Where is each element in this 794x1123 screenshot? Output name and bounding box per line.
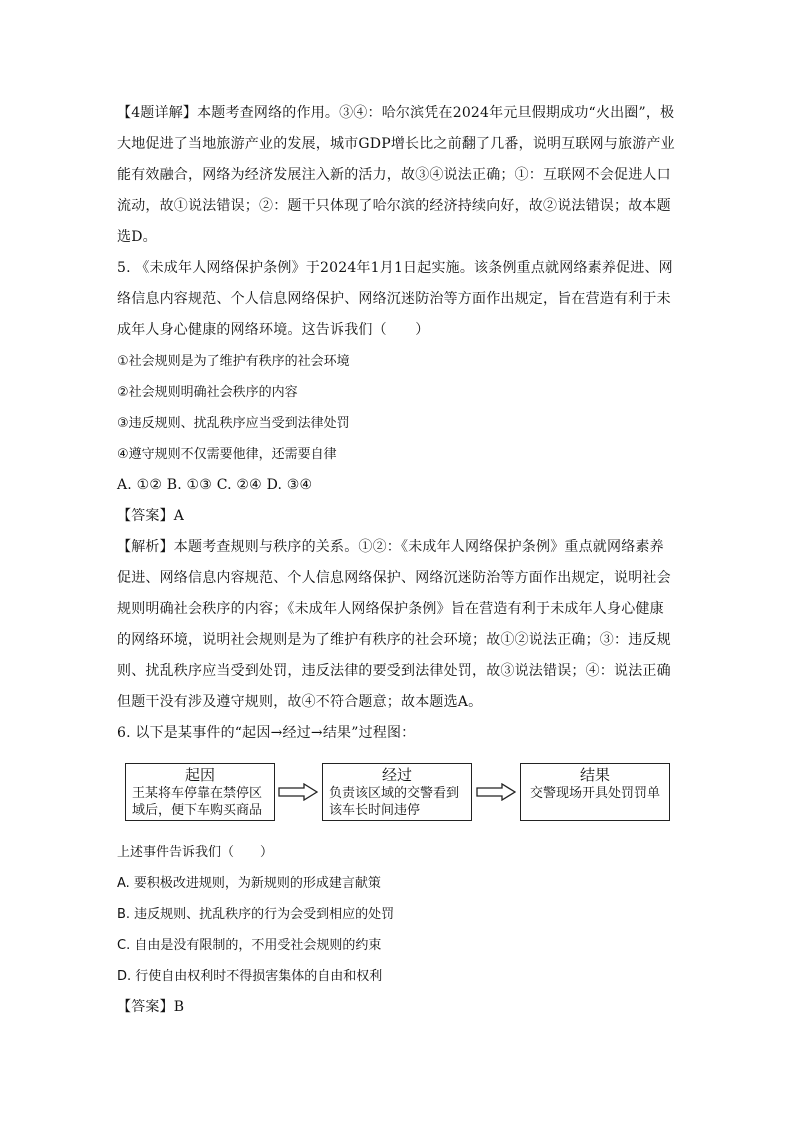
process-title: 经过 <box>381 766 412 784</box>
page-content <box>117 98 677 1023</box>
q5-statement-3: ③违反规则、扰乱秩序应当受到法律处罚 <box>117 416 350 431</box>
q6-option-c: C. 自由是没有限制的，不用受社会规则的约束 <box>117 938 382 953</box>
q6-option-b: B. 违反规则、扰乱秩序的行为会受到相应的处罚 <box>117 907 395 922</box>
process-text: 负责该区域的交警看到该车长时间违停 <box>329 786 460 818</box>
q5-analysis: 【解析】本题考查规则与秩序的关系。①②：《未成年人网络保护条例》重点就网络素养促进、网络信息内容规范、个人信息网络保护、网络沉迷防治等方面作出规定，说明社会规则明确社会秩序的内容；《未成年人网络保护条例》旨在营造有利于未成年人身心健康的网络环境，说明社会规则是为了维护有秩序的社会环境；故①②说法正确；③：违反规则、扰乱秩序应当受到处罚，违反法律的要受到法律处罚，故③说法错误；④：说法正确但题干没有涉及遵守规则，故④不符合题意；故本题选A。 <box>117 539 671 710</box>
arrow-right-icon <box>476 783 516 801</box>
result-title: 结果 <box>579 766 610 784</box>
cause-box <box>125 763 275 821</box>
cause-title: 起因 <box>184 766 215 784</box>
result-text: 交警现场开具处罚罚单 <box>529 786 660 801</box>
q5-options: A. ①② B. ①③ C. ②④ D. ③④ <box>117 477 313 493</box>
q5-statement-2: ②社会规则明确社会秩序的内容 <box>117 385 298 400</box>
q6-prompt: 上述事件告诉我们（ ） <box>117 845 274 860</box>
q5-statement-1: ①社会规则是为了维护有秩序的社会环境 <box>117 354 350 369</box>
q5-answer: 【答案】A <box>117 508 185 524</box>
q6-option-d: D. 行使自由权利时不得损害集体的自由和权利 <box>117 969 383 984</box>
q6-stem: 6. 以下是某事件的“起因→经过→结果”过程图： <box>117 725 416 741</box>
process-box <box>322 763 472 821</box>
process-diagram <box>117 753 677 829</box>
cause-text: 王某将车停靠在禁停区域后，便下车购买商品 <box>132 786 263 818</box>
q5-stem: 5. 《未成年人网络保护条例》于2024年1月1日起实施。该条例重点就网络素养促进、网络信息内容规范、个人信息网络保护、网络沉迷防治等方面作出规定，旨在营造有利于未成年人身心健康的网络环境。这告诉我们（ ） <box>117 260 673 338</box>
q4-explanation: 【4题详解】本题考查网络的作用。③④：哈尔滨凭在2024年元旦假期成功“火出圈”，极大地促进了当地旅游产业的发展，城市GDP增长比之前翻了几番，说明互联网与旅游产业能有效融合，网络为经济发展注入新的活力，故③④说法正确；①：互联网不会促进人口流动，故①说法错误；②：题干只体现了哈尔滨的经济持续向好，故②说法错误；故本题选D。 <box>117 105 675 245</box>
q5-statement-4: ④遵守规则不仅需要他律，还需要自律 <box>117 447 337 462</box>
arrow-right-icon <box>278 783 318 801</box>
q6-option-a: A. 要积极改进规则，为新规则的形成建言献策 <box>117 876 381 891</box>
result-box <box>520 763 670 821</box>
q6-answer: 【答案】B <box>117 999 185 1015</box>
